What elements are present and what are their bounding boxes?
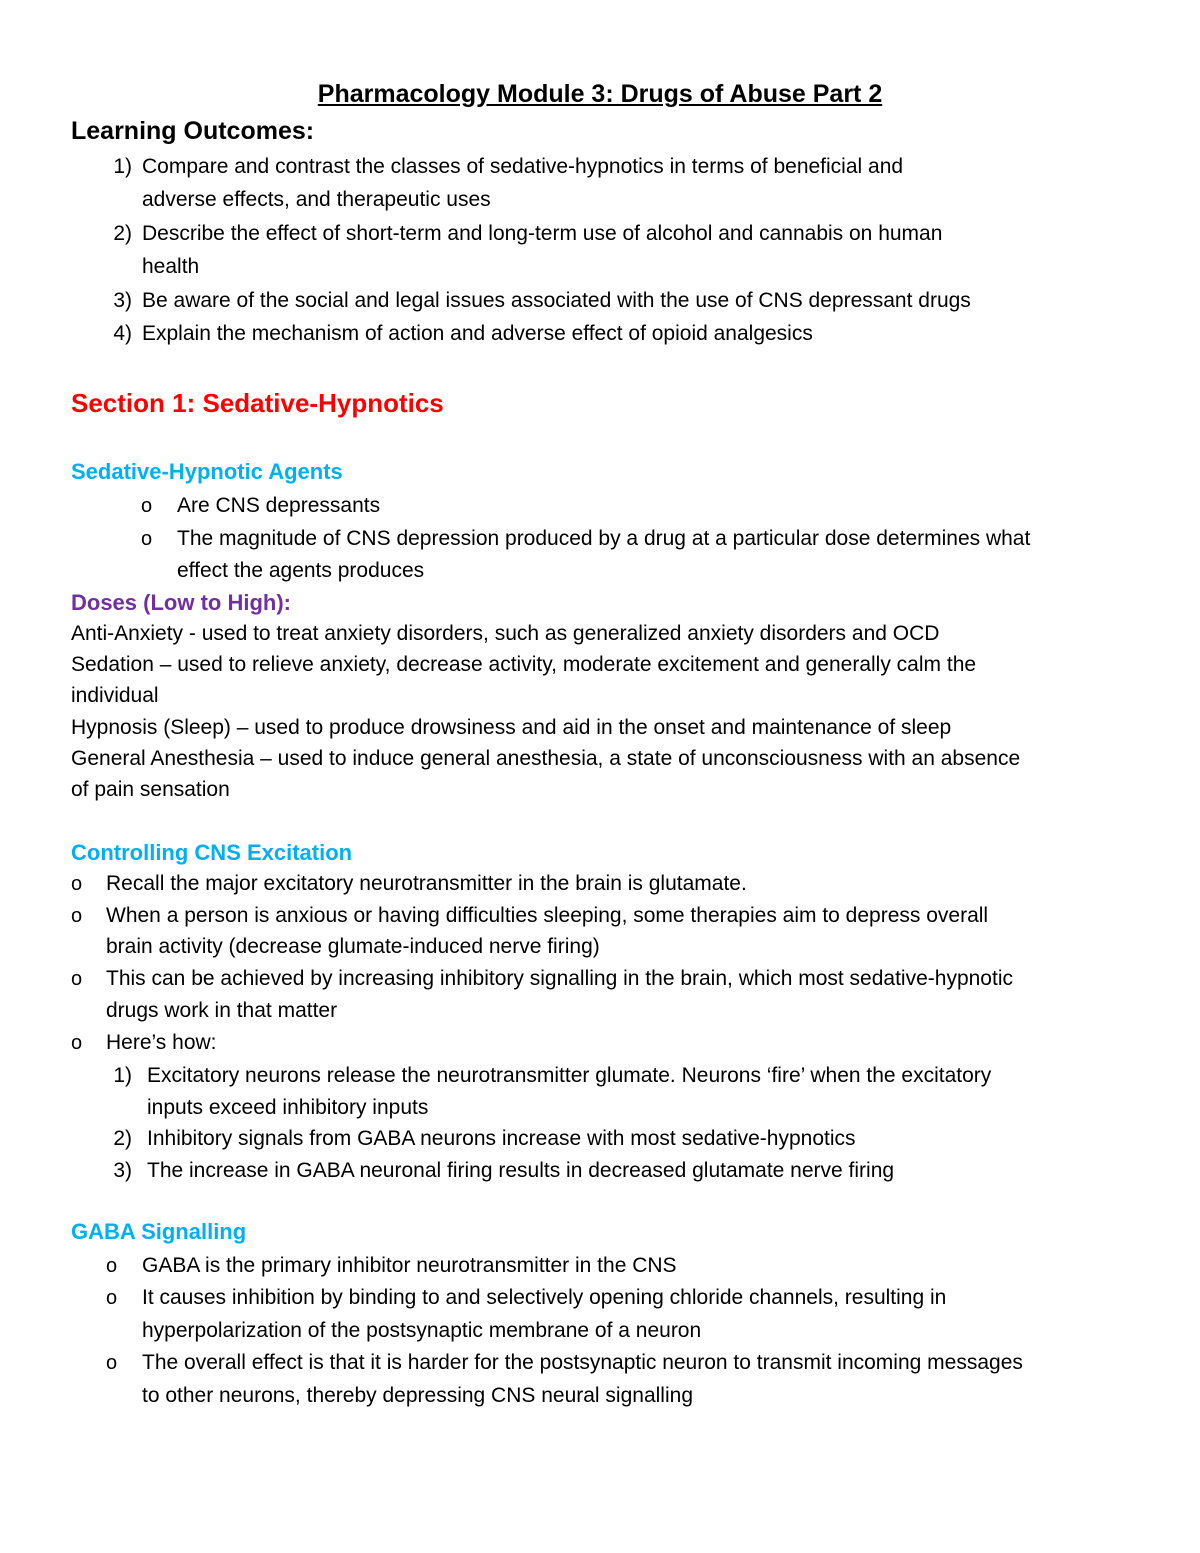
learning-outcome-number: 1) xyxy=(113,155,132,178)
controlling-item-text-line: Recall the major excitatory neurotransmitter in the brain is glutamate. xyxy=(106,872,747,895)
agents-item-bullet: o xyxy=(141,495,153,517)
agents-item-text-line: effect the agents produces xyxy=(177,559,425,582)
learning-outcome-number: 4) xyxy=(113,322,132,345)
gaba-item-text-line: The overall effect is that it is harder for the postsynaptic neuron to transmit incoming messages xyxy=(142,1351,1023,1375)
doses-line: Hypnosis (Sleep) – used to produce drowsiness and aid in the onset and maintenance of sleep xyxy=(71,715,952,739)
gaba-item-bullet: o xyxy=(106,1287,118,1310)
gaba-item-text-line: GABA is the primary inhibitor neurotransmitter in the CNS xyxy=(142,1254,677,1277)
mechanism-step-text-line: inputs exceed inhibitory inputs xyxy=(147,1095,429,1119)
learning-outcome-text-line: adverse effects, and therapeutic uses xyxy=(142,188,491,212)
controlling-item-text-line: When a person is anxious or having difficulties sleeping, some therapies aim to depress overall xyxy=(106,903,989,927)
controlling-item-bullet: o xyxy=(71,968,83,991)
doses-line: of pain sensation xyxy=(71,778,230,801)
section-1-heading: Section 1: Sedative-Hypnotics xyxy=(71,388,444,418)
controlling-item-text-line: drugs work in that matter xyxy=(106,998,338,1022)
gaba-item-bullet: o xyxy=(106,1352,118,1375)
doses-heading: Doses (Low to High): xyxy=(71,590,291,615)
agents-item-bullet: o xyxy=(141,527,153,550)
mechanism-step-number: 3) xyxy=(113,1158,132,1182)
learning-outcome-number: 2) xyxy=(113,221,132,245)
controlling-item-text-line: This can be achieved by increasing inhibitory signalling in the brain, which most sedative-hypnotic xyxy=(106,967,1013,991)
document-title: Pharmacology Module 3: Drugs of Abuse Part 2 xyxy=(317,80,883,108)
doses-line: General Anesthesia – used to induce general anesthesia, a state of unconsciousness with an absence xyxy=(71,746,1021,770)
mechanism-step-text-line: Inhibitory signals from GABA neurons increase with most sedative-hypnotics xyxy=(147,1127,856,1150)
controlling-item-bullet: o xyxy=(71,904,83,927)
controlling-item-text-line: brain activity (decrease glumate-induced nerve firing) xyxy=(106,935,600,959)
gaba-item-text-line: hyperpolarization of the postsynaptic membrane of a neuron xyxy=(142,1318,702,1342)
controlling-item-text-line: Here’s how: xyxy=(106,1030,217,1054)
learning-outcome-text-line: health xyxy=(142,255,200,279)
gaba-item-bullet: o xyxy=(106,1255,118,1277)
learning-outcome-text-line: Describe the effect of short-term and long-term use of alcohol and cannabis on human xyxy=(142,221,943,245)
mechanism-step-number: 2) xyxy=(113,1127,132,1150)
doses-line: Anti-Anxiety - used to treat anxiety disorders, such as generalized anxiety disorders and OCD xyxy=(71,622,940,645)
agents-item-text-line: Are CNS depressants xyxy=(177,494,381,517)
gaba-signalling-heading: GABA Signalling xyxy=(71,1219,247,1244)
learning-outcome-text-line: Explain the mechanism of action and adverse effect of opioid analgesics xyxy=(142,322,813,345)
learning-outcome-number: 3) xyxy=(113,288,132,312)
controlling-item-bullet: o xyxy=(71,873,83,895)
mechanism-step-text-line: The increase in GABA neuronal firing results in decreased glutamate nerve firing xyxy=(147,1158,895,1182)
learning-outcomes-heading: Learning Outcomes: xyxy=(71,117,315,145)
sedative-hypnotic-agents-heading: Sedative-Hypnotic Agents xyxy=(71,459,343,484)
gaba-item-text-line: It causes inhibition by binding to and selectively opening chloride channels, resulting in xyxy=(142,1286,947,1310)
mechanism-step-number: 1) xyxy=(113,1064,132,1087)
mechanism-step-text-line: Excitatory neurons release the neurotransmitter glumate. Neurons ‘fire’ when the excitatory xyxy=(147,1064,992,1087)
doses-line: Sedation – used to relieve anxiety, decrease activity, moderate excitement and generally calm the xyxy=(71,653,977,677)
gaba-item-text-line: to other neurons, thereby depressing CNS neural signalling xyxy=(142,1383,693,1407)
controlling-item-bullet: o xyxy=(71,1031,83,1054)
controlling-cns-excitation-heading: Controlling CNS Excitation xyxy=(71,840,353,865)
learning-outcome-text-line: Compare and contrast the classes of sedative-hypnotics in terms of beneficial and xyxy=(142,155,904,178)
agents-item-text-line: The magnitude of CNS depression produced by a drug at a particular dose determines what xyxy=(177,526,1031,550)
learning-outcome-text-line: Be aware of the social and legal issues associated with the use of CNS depressant drugs xyxy=(142,288,971,312)
doses-line: individual xyxy=(71,684,159,708)
